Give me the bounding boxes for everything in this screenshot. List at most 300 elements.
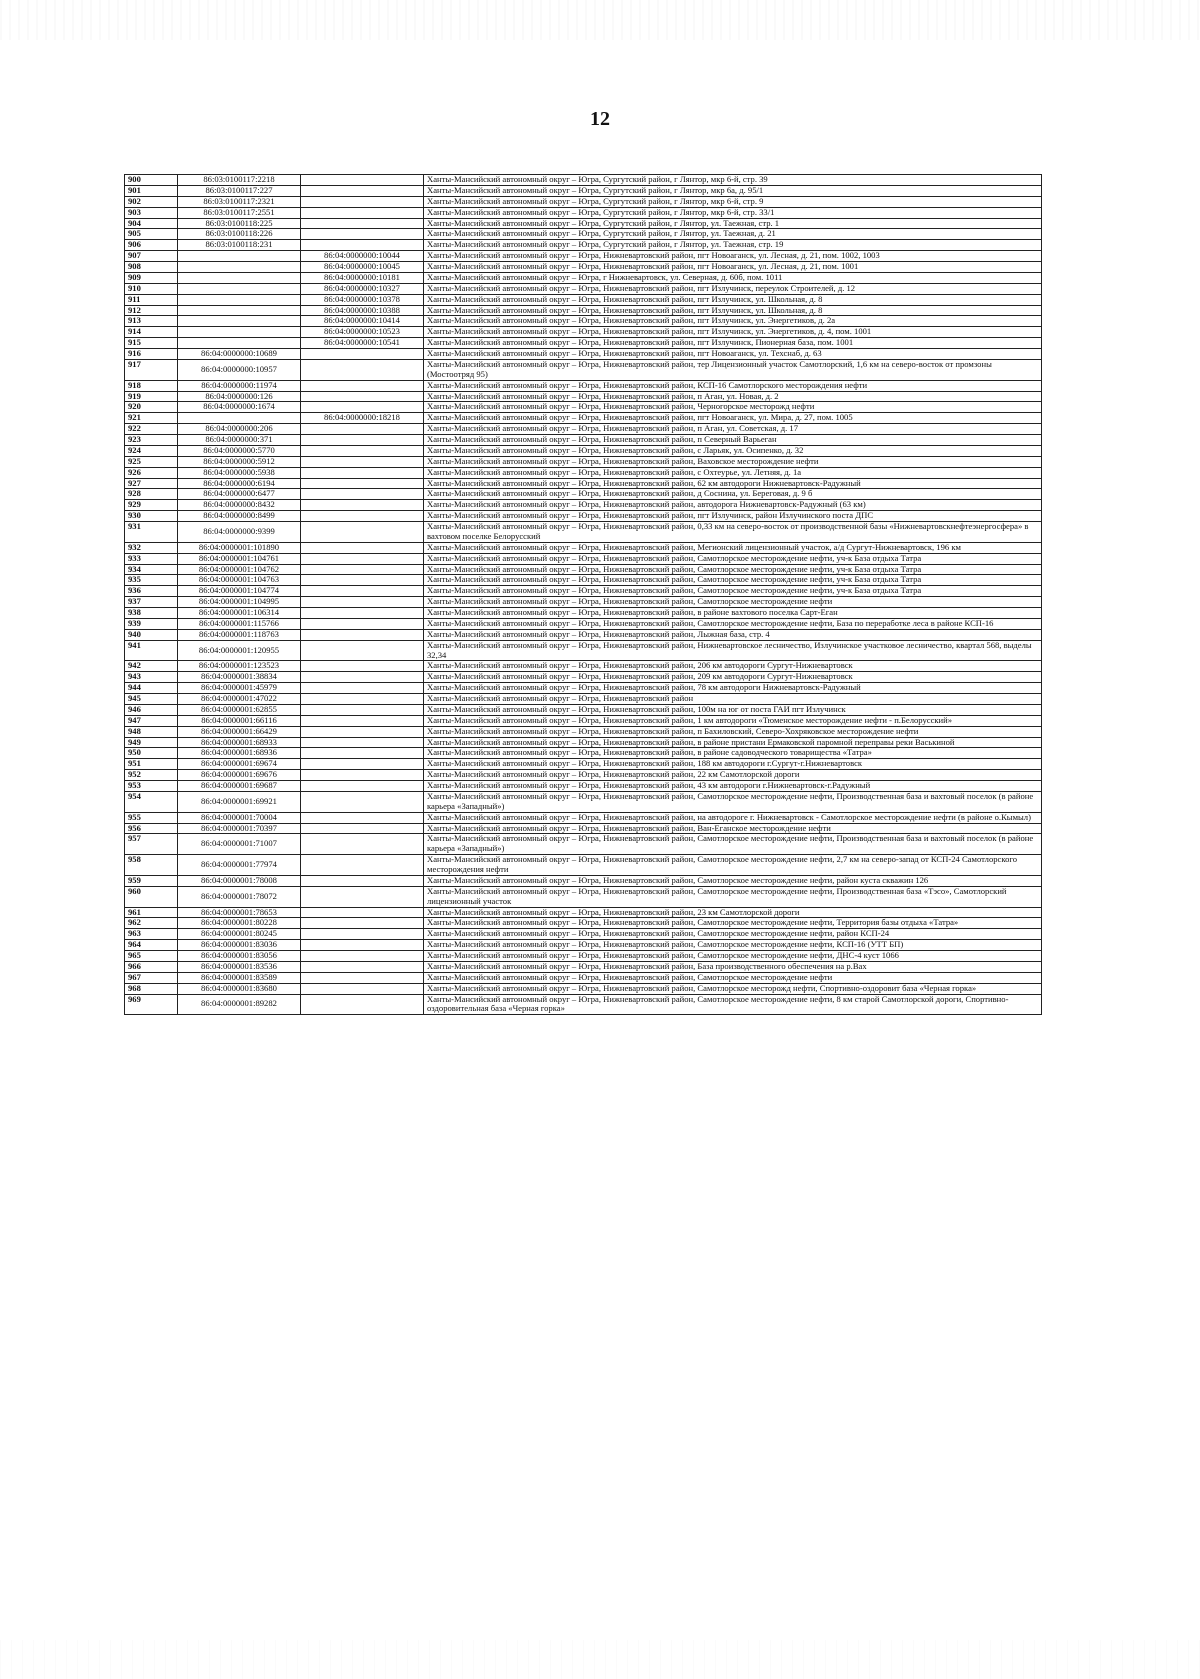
row-number-cell: 923 <box>125 435 178 446</box>
address-cell: Ханты-Мансийский автономный округ – Югра, Нижневартовский район, База производственного обеспечения на р.Вах <box>424 961 1042 972</box>
address-cell: Ханты-Мансийский автономный округ – Югра, Нижневартовский район, 23 км Самотлорской дороги <box>424 907 1042 918</box>
building-cadastral-cell <box>301 575 424 586</box>
row-number-cell: 949 <box>125 737 178 748</box>
cadastral-number-cell: 86:04:0000001:69687 <box>178 781 301 792</box>
address-cell: Ханты-Мансийский автономный округ – Югра, Нижневартовский район, пгт Излучинск, ул. Школьная, д. 8 <box>424 305 1042 316</box>
building-cadastral-cell <box>301 564 424 575</box>
table-row <box>125 262 1042 273</box>
cadastral-number-cell <box>178 305 301 316</box>
address-cell: Ханты-Мансийский автономный округ – Югра, Сургутский район, г Лянтор, ул. Таежная, стр. 19 <box>424 240 1042 251</box>
building-cadastral-cell <box>301 553 424 564</box>
building-cadastral-cell <box>301 759 424 770</box>
row-number-cell: 931 <box>125 522 178 543</box>
address-cell: Ханты-Мансийский автономный округ – Югра, Нижневартовский район, Самотлорское месторождение нефти <box>424 597 1042 608</box>
cadastral-number-cell <box>178 327 301 338</box>
address-cell: Ханты-Мансийский автономный округ – Югра, Нижневартовский район, п Бахиловский, Северо-Хохряковское месторождение нефти <box>424 726 1042 737</box>
table-row <box>125 597 1042 608</box>
row-number-cell: 916 <box>125 349 178 360</box>
table-row <box>125 564 1042 575</box>
row-number-cell: 917 <box>125 359 178 380</box>
table-row <box>125 229 1042 240</box>
address-cell: Ханты-Мансийский автономный округ – Югра, Нижневартовский район, 100м на юг от поста ГАИ пгт Излучинск <box>424 704 1042 715</box>
cadastral-number-cell: 86:04:0000001:68933 <box>178 737 301 748</box>
address-cell: Ханты-Мансийский автономный округ – Югра, Нижневартовский район, пгт Излучинск, ул. Школьная, д. 8 <box>424 294 1042 305</box>
table-row <box>125 983 1042 994</box>
building-cadastral-cell <box>301 402 424 413</box>
cadastral-number-cell: 86:04:0000001:66429 <box>178 726 301 737</box>
table-row <box>125 445 1042 456</box>
row-number-cell: 950 <box>125 748 178 759</box>
building-cadastral-cell: 86:04:0000000:10378 <box>301 294 424 305</box>
building-cadastral-cell <box>301 812 424 823</box>
building-cadastral-cell <box>301 834 424 855</box>
address-cell: Ханты-Мансийский автономный округ – Югра, Нижневартовский район, Самотлорское месторождение нефти, уч-к База отдыха Татра <box>424 564 1042 575</box>
building-cadastral-cell <box>301 994 424 1015</box>
table-row <box>125 349 1042 360</box>
building-cadastral-cell <box>301 855 424 876</box>
scan-noise-top <box>0 0 1200 40</box>
address-cell: Ханты-Мансийский автономный округ – Югра, Нижневартовский район, 22 км Самотлорской дороги <box>424 770 1042 781</box>
table-row <box>125 185 1042 196</box>
row-number-cell: 924 <box>125 445 178 456</box>
address-cell: Ханты-Мансийский автономный округ – Югра, Нижневартовский район, Самотлорское месторождение нефти, База по переработке леса в районе КСП-16 <box>424 618 1042 629</box>
address-cell: Ханты-Мансийский автономный округ – Югра, Сургутский район, г Лянтор, мкр 6-й, стр. 39 <box>424 175 1042 186</box>
address-cell: Ханты-Мансийский автономный округ – Югра, Нижневартовский район, Самотлорское месторождение нефти, Производственная база и вахтовый поселок (в районе карьера «Западный») <box>424 791 1042 812</box>
building-cadastral-cell <box>301 929 424 940</box>
building-cadastral-cell <box>301 770 424 781</box>
address-cell: Ханты-Мансийский автономный округ – Югра, Нижневартовский район, д Соснина, ул. Береговая, д. 9 б <box>424 489 1042 500</box>
cadastral-number-cell: 86:04:0000001:80228 <box>178 918 301 929</box>
table-row <box>125 770 1042 781</box>
cadastral-number-cell: 86:04:0000001:104763 <box>178 575 301 586</box>
row-number-cell: 942 <box>125 661 178 672</box>
address-cell: Ханты-Мансийский автономный округ – Югра, Нижневартовский район, пгт Новоаганск, ул. Мира, д. 27, пом. 1005 <box>424 413 1042 424</box>
address-cell: Ханты-Мансийский автономный округ – Югра, Нижневартовский район, Мегионский лицензионный участок, а/д Сургут-Нижневартовск, 196 км <box>424 542 1042 553</box>
cadastral-number-cell: 86:04:0000001:69674 <box>178 759 301 770</box>
address-cell: Ханты-Мансийский автономный округ – Югра, Нижневартовский район, Самотлорское месторождение нефти, район КСП-24 <box>424 929 1042 940</box>
table-row <box>125 218 1042 229</box>
row-number-cell: 962 <box>125 918 178 929</box>
cadastral-number-cell <box>178 413 301 424</box>
row-number-cell: 952 <box>125 770 178 781</box>
table-row <box>125 251 1042 262</box>
building-cadastral-cell <box>301 608 424 619</box>
row-number-cell: 900 <box>125 175 178 186</box>
building-cadastral-cell <box>301 907 424 918</box>
building-cadastral-cell <box>301 983 424 994</box>
row-number-cell: 919 <box>125 391 178 402</box>
table-row <box>125 272 1042 283</box>
row-number-cell: 969 <box>125 994 178 1015</box>
cadastral-number-cell: 86:04:0000000:9399 <box>178 522 301 543</box>
cadastral-number-cell <box>178 294 301 305</box>
building-cadastral-cell: 86:04:0000000:10414 <box>301 316 424 327</box>
building-cadastral-cell <box>301 672 424 683</box>
table-row <box>125 522 1042 543</box>
row-number-cell: 953 <box>125 781 178 792</box>
cadastral-number-cell: 86:04:0000000:371 <box>178 435 301 446</box>
table-row <box>125 951 1042 962</box>
table-row <box>125 640 1042 661</box>
address-cell: Ханты-Мансийский автономный округ – Югра, Нижневартовский район, Самотлорское месторождение нефти, ДНС-4 куст 1066 <box>424 951 1042 962</box>
building-cadastral-cell <box>301 629 424 640</box>
table-row <box>125 294 1042 305</box>
address-cell: Ханты-Мансийский автономный округ – Югра, Нижневартовский район, пгт Новоаганск, ул. Техснаб, д. 63 <box>424 349 1042 360</box>
address-cell: Ханты-Мансийский автономный округ – Югра, Нижневартовский район, Самотлорское месторождение нефти, Территория базы отдыха «Татра» <box>424 918 1042 929</box>
cadastral-number-cell: 86:04:0000001:78072 <box>178 886 301 907</box>
row-number-cell: 915 <box>125 338 178 349</box>
building-cadastral-cell <box>301 726 424 737</box>
table-row <box>125 207 1042 218</box>
table-row <box>125 500 1042 511</box>
table-row <box>125 478 1042 489</box>
table-row <box>125 940 1042 951</box>
table-row <box>125 737 1042 748</box>
building-cadastral-cell <box>301 704 424 715</box>
cadastral-number-cell: 86:04:0000001:69676 <box>178 770 301 781</box>
cadastral-number-cell <box>178 251 301 262</box>
row-number-cell: 956 <box>125 823 178 834</box>
table-row <box>125 316 1042 327</box>
cadastral-number-cell: 86:04:0000001:115766 <box>178 618 301 629</box>
cadastral-number-cell: 86:03:0100118:231 <box>178 240 301 251</box>
row-number-cell: 944 <box>125 683 178 694</box>
cadastral-number-cell: 86:03:0100117:227 <box>178 185 301 196</box>
building-cadastral-cell <box>301 218 424 229</box>
address-cell: Ханты-Мансийский автономный округ – Югра, Нижневартовский район, п Аган, ул. Новая, д. 2 <box>424 391 1042 402</box>
table-row <box>125 175 1042 186</box>
address-cell: Ханты-Мансийский автономный округ – Югра, Нижневартовский район, Самотлорское месторождение нефти, 8 км старой Самотлорской дороги, Спортивно-оздоровительная база «Черная горка» <box>424 994 1042 1015</box>
table-row <box>125 791 1042 812</box>
row-number-cell: 906 <box>125 240 178 251</box>
cadastral-number-cell: 86:04:0000001:83589 <box>178 972 301 983</box>
address-cell: Ханты-Мансийский автономный округ – Югра, Сургутский район, г Лянтор, ул. Таежная, д. 21 <box>424 229 1042 240</box>
address-cell: Ханты-Мансийский автономный округ – Югра, Нижневартовский район, 43 км автодороги г.Нижневартовск-г.Радужный <box>424 781 1042 792</box>
cadastral-number-cell: 86:04:0000000:1674 <box>178 402 301 413</box>
table-row <box>125 629 1042 640</box>
table-row <box>125 907 1042 918</box>
building-cadastral-cell <box>301 391 424 402</box>
table-row <box>125 929 1042 940</box>
row-number-cell: 957 <box>125 834 178 855</box>
row-number-cell: 935 <box>125 575 178 586</box>
building-cadastral-cell: 86:04:0000000:10045 <box>301 262 424 273</box>
row-number-cell: 965 <box>125 951 178 962</box>
cadastral-number-cell: 86:04:0000001:83056 <box>178 951 301 962</box>
address-cell: Ханты-Мансийский автономный округ – Югра, Нижневартовский район, Лыжная база, стр. 4 <box>424 629 1042 640</box>
table-row <box>125 886 1042 907</box>
cadastral-number-cell <box>178 338 301 349</box>
cadastral-number-cell: 86:04:0000000:126 <box>178 391 301 402</box>
building-cadastral-cell: 86:04:0000000:10388 <box>301 305 424 316</box>
cadastral-number-cell: 86:04:0000000:6194 <box>178 478 301 489</box>
row-number-cell: 913 <box>125 316 178 327</box>
row-number-cell: 922 <box>125 424 178 435</box>
cadastral-number-cell: 86:04:0000001:78008 <box>178 875 301 886</box>
table-row <box>125 618 1042 629</box>
row-number-cell: 909 <box>125 272 178 283</box>
building-cadastral-cell <box>301 661 424 672</box>
table-row <box>125 380 1042 391</box>
building-cadastral-cell <box>301 586 424 597</box>
address-cell: Ханты-Мансийский автономный округ – Югра, Нижневартовский район, 0,33 км на северо-восток от производственной базы «Нижневартовскнефтеэнергосфера» в вахтовом поселке Белорусский <box>424 522 1042 543</box>
address-cell: Ханты-Мансийский автономный округ – Югра, Нижневартовский район, 62 км автодороги Нижневартовск-Радужный <box>424 478 1042 489</box>
address-cell: Ханты-Мансийский автономный округ – Югра, Сургутский район, г Лянтор, мкр 6а, д. 95/1 <box>424 185 1042 196</box>
building-cadastral-cell <box>301 823 424 834</box>
table-row <box>125 918 1042 929</box>
cadastral-number-cell: 86:04:0000001:104761 <box>178 553 301 564</box>
cadastral-number-cell: 86:04:0000001:80245 <box>178 929 301 940</box>
building-cadastral-cell <box>301 918 424 929</box>
building-cadastral-cell <box>301 445 424 456</box>
row-number-cell: 947 <box>125 715 178 726</box>
table-row <box>125 456 1042 467</box>
cadastral-number-cell: 86:04:0000000:206 <box>178 424 301 435</box>
row-number-cell: 964 <box>125 940 178 951</box>
table-row <box>125 391 1042 402</box>
cadastral-number-cell: 86:04:0000001:66116 <box>178 715 301 726</box>
table-row <box>125 359 1042 380</box>
cadastral-number-cell: 86:03:0100118:226 <box>178 229 301 240</box>
cadastral-number-cell: 86:04:0000000:5912 <box>178 456 301 467</box>
cadastral-number-cell: 86:04:0000001:78653 <box>178 907 301 918</box>
building-cadastral-cell <box>301 618 424 629</box>
row-number-cell: 921 <box>125 413 178 424</box>
cadastral-number-cell: 86:04:0000001:45979 <box>178 683 301 694</box>
row-number-cell: 920 <box>125 402 178 413</box>
row-number-cell: 938 <box>125 608 178 619</box>
cadastral-number-cell: 86:04:0000001:38834 <box>178 672 301 683</box>
cadastral-number-cell: 86:04:0000001:83680 <box>178 983 301 994</box>
cadastral-number-cell: 86:04:0000000:5938 <box>178 467 301 478</box>
table-row <box>125 467 1042 478</box>
building-cadastral-cell <box>301 522 424 543</box>
row-number-cell: 914 <box>125 327 178 338</box>
building-cadastral-cell <box>301 972 424 983</box>
row-number-cell: 948 <box>125 726 178 737</box>
cadastral-number-cell: 86:04:0000001:83036 <box>178 940 301 951</box>
cadastral-number-cell: 86:04:0000001:71007 <box>178 834 301 855</box>
address-cell: Ханты-Мансийский автономный округ – Югра, Нижневартовский район <box>424 694 1042 705</box>
building-cadastral-cell <box>301 185 424 196</box>
cadastral-number-cell: 86:03:0100118:225 <box>178 218 301 229</box>
address-cell: Ханты-Мансийский автономный округ – Югра, Нижневартовский район, Самотлорское месторождение нефти, уч-к База отдыха Татра <box>424 575 1042 586</box>
building-cadastral-cell <box>301 875 424 886</box>
cadastral-number-cell: 86:04:0000001:83536 <box>178 961 301 972</box>
table-row <box>125 424 1042 435</box>
building-cadastral-cell <box>301 229 424 240</box>
table-row <box>125 196 1042 207</box>
address-cell: Ханты-Мансийский автономный округ – Югра, Нижневартовский район, пгт Излучинск, район Излучинского поста ДПС <box>424 511 1042 522</box>
row-number-cell: 918 <box>125 380 178 391</box>
address-cell: Ханты-Мансийский автономный округ – Югра, Нижневартовский район, Нижневартовское лесничество, Излучинское участковое лесничество, квартал 568, выделы 32,34 <box>424 640 1042 661</box>
address-cell: Ханты-Мансийский автономный округ – Югра, Нижневартовский район, Самотлорское месторождение нефти, Производственная база и вахтовый поселок (в районе карьера «Западный») <box>424 834 1042 855</box>
cadastral-number-cell: 86:04:0000001:70397 <box>178 823 301 834</box>
address-cell: Ханты-Мансийский автономный округ – Югра, Нижневартовский район, 188 км автодороги г.Сургут-г.Нижневартовск <box>424 759 1042 770</box>
cadastral-number-cell: 86:04:0000001:47022 <box>178 694 301 705</box>
cadastral-number-cell: 86:04:0000001:118763 <box>178 629 301 640</box>
building-cadastral-cell <box>301 489 424 500</box>
table-row <box>125 694 1042 705</box>
building-cadastral-cell: 86:04:0000000:10327 <box>301 283 424 294</box>
address-cell: Ханты-Мансийский автономный округ – Югра, Нижневартовский район, пгт Новоаганск, ул. Лесная, д. 21, пом. 1001 <box>424 262 1042 273</box>
row-number-cell: 927 <box>125 478 178 489</box>
building-cadastral-cell <box>301 349 424 360</box>
table-row <box>125 553 1042 564</box>
building-cadastral-cell <box>301 500 424 511</box>
row-number-cell: 936 <box>125 586 178 597</box>
row-number-cell: 903 <box>125 207 178 218</box>
table-row <box>125 994 1042 1015</box>
row-number-cell: 907 <box>125 251 178 262</box>
address-cell: Ханты-Мансийский автономный округ – Югра, Нижневартовский район, Самотлорское месторождение нефти, Производственная база «Тэсо», Самотлорский лицензионный участок <box>424 886 1042 907</box>
building-cadastral-cell: 86:04:0000000:10541 <box>301 338 424 349</box>
address-cell: Ханты-Мансийский автономный округ – Югра, Нижневартовский район, пгт Излучинск, Пионерная база, пом. 1001 <box>424 338 1042 349</box>
address-cell: Ханты-Мансийский автономный округ – Югра, г Нижневартовск, ул. Северная, д. 60б, пом. 1011 <box>424 272 1042 283</box>
building-cadastral-cell <box>301 640 424 661</box>
address-cell: Ханты-Мансийский автономный округ – Югра, Нижневартовский район, Черногорское месторожд нефти <box>424 402 1042 413</box>
address-cell: Ханты-Мансийский автономный округ – Югра, Нижневартовский район, Самотлорское месторождение нефти, КСП-16 (УТТ БП) <box>424 940 1042 951</box>
cadastral-number-cell <box>178 283 301 294</box>
address-cell: Ханты-Мансийский автономный округ – Югра, Нижневартовский район, п Северный Варьеган <box>424 435 1042 446</box>
row-number-cell: 955 <box>125 812 178 823</box>
address-cell: Ханты-Мансийский автономный округ – Югра, Нижневартовский район, Самотлорское месторожд нефти, Спортивно-оздоровит база «Черная горка» <box>424 983 1042 994</box>
building-cadastral-cell <box>301 424 424 435</box>
address-cell: Ханты-Мансийский автономный округ – Югра, Нижневартовский район, в районе вахтового поселка Сарт-Еган <box>424 608 1042 619</box>
row-number-cell: 904 <box>125 218 178 229</box>
building-cadastral-cell: 86:04:0000000:18218 <box>301 413 424 424</box>
table-row <box>125 489 1042 500</box>
table-row <box>125 834 1042 855</box>
building-cadastral-cell <box>301 175 424 186</box>
row-number-cell: 929 <box>125 500 178 511</box>
address-cell: Ханты-Мансийский автономный округ – Югра, Нижневартовский район, Ваховское месторождение нефти <box>424 456 1042 467</box>
table-row <box>125 413 1042 424</box>
row-number-cell: 937 <box>125 597 178 608</box>
row-number-cell: 945 <box>125 694 178 705</box>
building-cadastral-cell <box>301 240 424 251</box>
address-cell: Ханты-Мансийский автономный округ – Югра, Нижневартовский район, на автодороге г. Нижневартовск - Самотлорское месторождение нефти (в районе о.Кымыл) <box>424 812 1042 823</box>
address-cell: Ханты-Мансийский автономный округ – Югра, Нижневартовский район, автодорога Нижневартовск-Радужный (63 км) <box>424 500 1042 511</box>
building-cadastral-cell <box>301 196 424 207</box>
address-cell: Ханты-Мансийский автономный округ – Югра, Нижневартовский район, пгт Излучинск, ул. Энергетиков, д. 4, пом. 1001 <box>424 327 1042 338</box>
cadastral-number-cell <box>178 272 301 283</box>
row-number-cell: 941 <box>125 640 178 661</box>
row-number-cell: 951 <box>125 759 178 770</box>
address-cell: Ханты-Мансийский автономный округ – Югра, Сургутский район, г Лянтор, ул. Таежная, стр. 1 <box>424 218 1042 229</box>
address-cell: Ханты-Мансийский автономный округ – Югра, Нижневартовский район, КСП-16 Самотлорского месторождения нефти <box>424 380 1042 391</box>
cadastral-number-cell: 86:04:0000000:10689 <box>178 349 301 360</box>
building-cadastral-cell <box>301 694 424 705</box>
table-row <box>125 608 1042 619</box>
cadastral-number-cell <box>178 262 301 273</box>
table-row <box>125 759 1042 770</box>
building-cadastral-cell: 86:04:0000000:10181 <box>301 272 424 283</box>
table-row <box>125 511 1042 522</box>
row-number-cell: 943 <box>125 672 178 683</box>
building-cadastral-cell <box>301 951 424 962</box>
row-number-cell: 912 <box>125 305 178 316</box>
table-row <box>125 972 1042 983</box>
cadastral-number-cell: 86:04:0000001:69921 <box>178 791 301 812</box>
cadastral-number-cell: 86:04:0000001:68936 <box>178 748 301 759</box>
cadastral-number-cell: 86:04:0000001:104995 <box>178 597 301 608</box>
building-cadastral-cell <box>301 478 424 489</box>
row-number-cell: 905 <box>125 229 178 240</box>
cadastral-number-cell: 86:04:0000001:104774 <box>178 586 301 597</box>
row-number-cell: 902 <box>125 196 178 207</box>
cadastral-number-cell: 86:03:0100117:2218 <box>178 175 301 186</box>
building-cadastral-cell <box>301 435 424 446</box>
row-number-cell: 926 <box>125 467 178 478</box>
building-cadastral-cell <box>301 207 424 218</box>
table-row <box>125 875 1042 886</box>
row-number-cell: 930 <box>125 511 178 522</box>
table-row <box>125 704 1042 715</box>
table-row <box>125 715 1042 726</box>
row-number-cell: 960 <box>125 886 178 907</box>
row-number-cell: 934 <box>125 564 178 575</box>
address-cell: Ханты-Мансийский автономный округ – Югра, Сургутский район, г Лянтор, мкр 6-й, стр. 33/1 <box>424 207 1042 218</box>
row-number-cell: 954 <box>125 791 178 812</box>
cadastral-number-cell: 86:04:0000001:123523 <box>178 661 301 672</box>
cadastral-number-cell: 86:04:0000001:120955 <box>178 640 301 661</box>
address-cell: Ханты-Мансийский автономный округ – Югра, Нижневартовский район, в районе пристани Ермаковской паромной переправы реки Васькиной <box>424 737 1042 748</box>
address-cell: Ханты-Мансийский автономный округ – Югра, Нижневартовский район, Самотлорское месторождение нефти <box>424 972 1042 983</box>
row-number-cell: 925 <box>125 456 178 467</box>
address-cell: Ханты-Мансийский автономный округ – Югра, Нижневартовский район, пгт Излучинск, ул. Энергетиков, д. 2а <box>424 316 1042 327</box>
row-number-cell: 963 <box>125 929 178 940</box>
table-row <box>125 283 1042 294</box>
address-cell: Ханты-Мансийский автономный округ – Югра, Нижневартовский район, пгт Излучинск, переулок Строителей, д. 12 <box>424 283 1042 294</box>
page-number: 12 <box>590 108 610 130</box>
cadastral-number-cell: 86:04:0000001:89282 <box>178 994 301 1015</box>
building-cadastral-cell <box>301 380 424 391</box>
cadastral-number-cell: 86:04:0000000:10957 <box>178 359 301 380</box>
table-row <box>125 672 1042 683</box>
address-cell: Ханты-Мансийский автономный округ – Югра, Нижневартовский район, в районе садоводческого товарищества «Татра» <box>424 748 1042 759</box>
registry-table-body <box>125 175 1042 1015</box>
row-number-cell: 940 <box>125 629 178 640</box>
row-number-cell: 901 <box>125 185 178 196</box>
building-cadastral-cell <box>301 791 424 812</box>
building-cadastral-cell <box>301 886 424 907</box>
table-row <box>125 586 1042 597</box>
table-row <box>125 327 1042 338</box>
address-cell: Ханты-Мансийский автономный округ – Югра, Нижневартовский район, 206 км автодороги Сургут-Нижневартовск <box>424 661 1042 672</box>
row-number-cell: 958 <box>125 855 178 876</box>
building-cadastral-cell <box>301 456 424 467</box>
address-cell: Ханты-Мансийский автономный округ – Югра, Нижневартовский район, 1 км автодороги «Тюменское месторождение нефти - п.Белорусский» <box>424 715 1042 726</box>
scan-noise-bottom <box>0 1640 1200 1679</box>
cadastral-number-cell: 86:03:0100117:2321 <box>178 196 301 207</box>
table-row <box>125 823 1042 834</box>
building-cadastral-cell <box>301 542 424 553</box>
address-cell: Ханты-Мансийский автономный округ – Югра, Нижневартовский район, 209 км автодороги Сургут-Нижневартовск <box>424 672 1042 683</box>
table-row <box>125 240 1042 251</box>
row-number-cell: 932 <box>125 542 178 553</box>
table-row <box>125 726 1042 737</box>
building-cadastral-cell <box>301 961 424 972</box>
cadastral-number-cell: 86:04:0000001:62855 <box>178 704 301 715</box>
row-number-cell: 967 <box>125 972 178 983</box>
building-cadastral-cell <box>301 683 424 694</box>
table-row <box>125 575 1042 586</box>
table-row <box>125 748 1042 759</box>
cadastral-number-cell: 86:04:0000000:8499 <box>178 511 301 522</box>
table-row <box>125 812 1042 823</box>
row-number-cell: 928 <box>125 489 178 500</box>
